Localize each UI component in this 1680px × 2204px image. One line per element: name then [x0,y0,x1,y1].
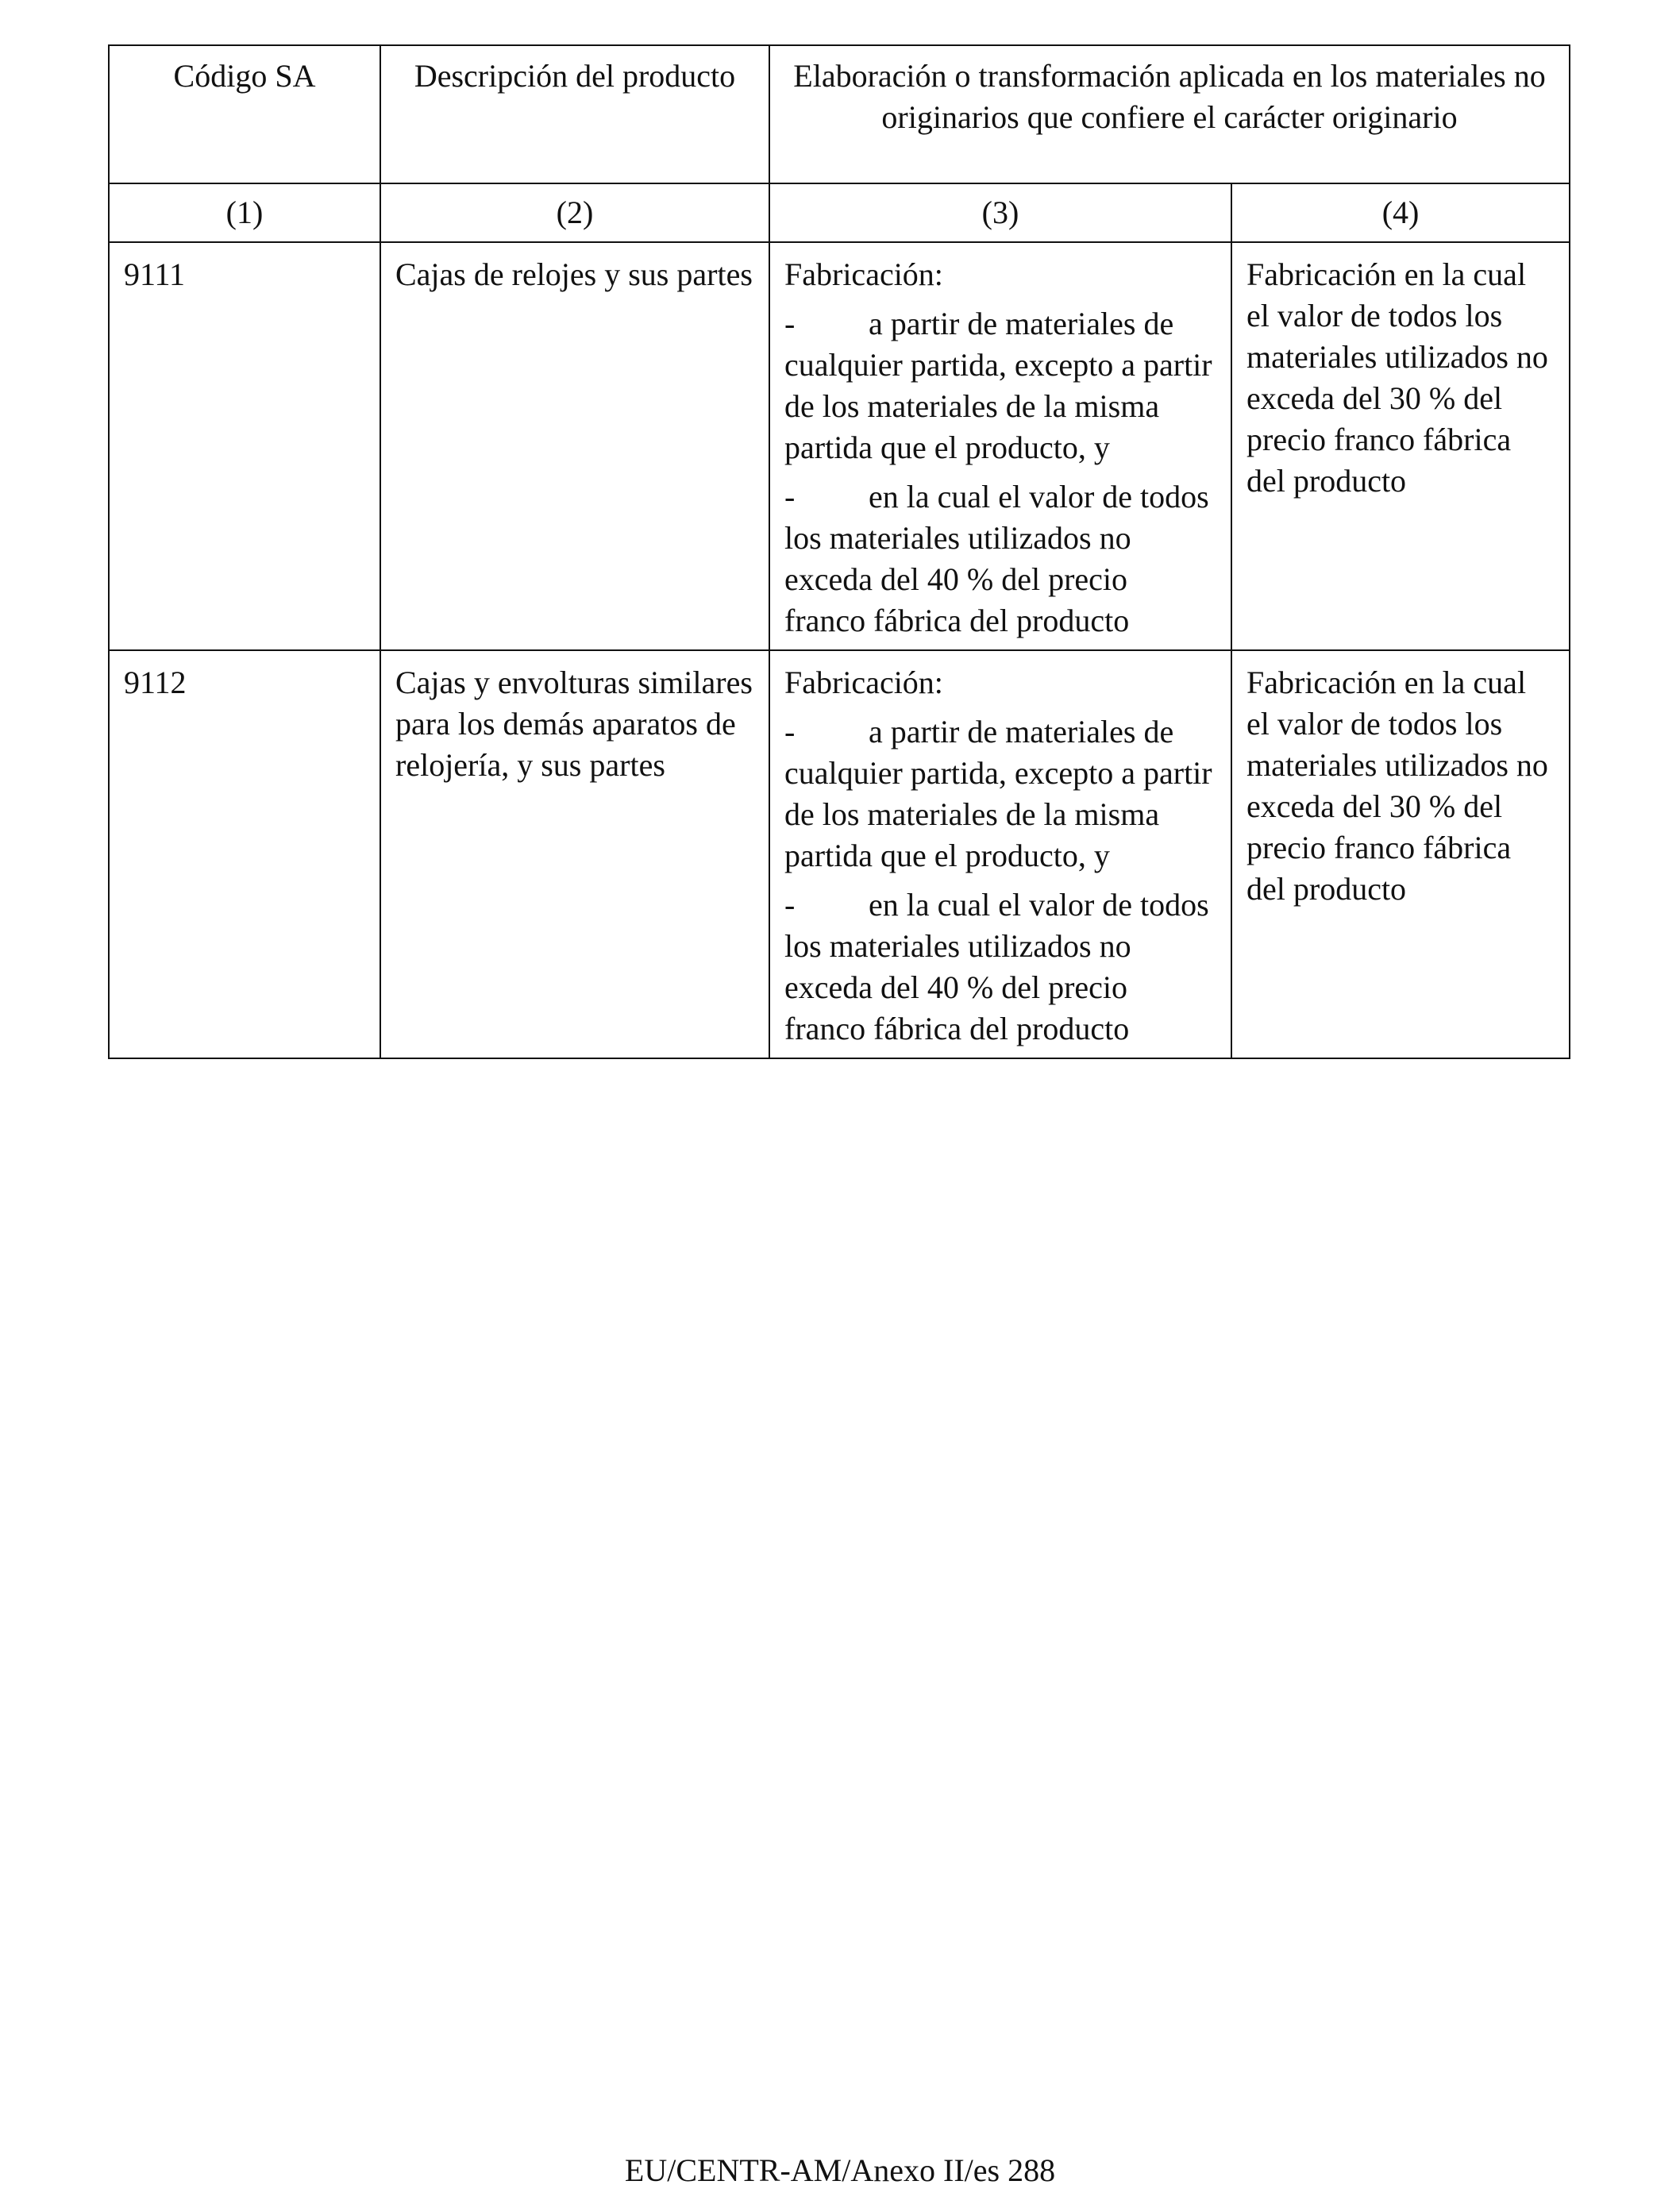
column-number-2: (2) [380,183,769,242]
table-row [109,242,1570,650]
origin-rules-table [108,44,1570,1059]
table-row [109,650,1570,1058]
rule-item [784,303,1216,468]
rule-item-text: a partir de materiales de cualquier partida, excepto a partir de los materiales de la misma partida que el producto, y [784,714,1212,873]
dash-marker: - [784,479,796,514]
page-footer: EU/CENTR-AM/Anexo II/es 288 [624,2152,1056,2188]
rule-item-text: en la cual el valor de todos los materiales utilizados no exceda del 40 % del precio franco fábrica del producto [784,479,1209,638]
header-processing-rule: Elaboración o transformación aplicada en los materiales no originarios que confiere el carácter originario [769,45,1570,183]
row-rule [769,242,1231,650]
row-hs-code: 9112 [109,650,380,1058]
header-hs-code: Código SA [109,45,380,183]
column-number-row [109,183,1570,242]
rule-item [784,476,1216,642]
header-product-description: Descripción del producto [380,45,769,183]
rule-intro: Fabricación: [784,665,943,700]
rule-item-text: en la cual el valor de todos los materiales utilizados no exceda del 40 % del precio franco fábrica del producto [784,887,1209,1046]
row-rule [769,650,1231,1058]
column-number-1: (1) [109,183,380,242]
rule-intro: Fabricación: [784,256,943,292]
table-header-row [109,45,1570,183]
column-number-4: (4) [1231,183,1570,242]
row-hs-code: 9111 [109,242,380,650]
column-number-3: (3) [769,183,1231,242]
rule-item [784,711,1216,877]
row-description: Cajas y envolturas similares para los demás aparatos de relojería, y sus partes [380,650,769,1058]
rule-item [784,884,1216,1050]
rule-item-text: a partir de materiales de cualquier partida, excepto a partir de los materiales de la misma partida que el producto, y [784,306,1212,465]
dash-marker: - [784,306,796,341]
dash-marker: - [784,887,796,923]
row-alternative-rule: Fabricación en la cual el valor de todos los materiales utilizados no exceda del 30 % del precio franco fábrica del producto [1231,650,1570,1058]
row-description: Cajas de relojes y sus partes [380,242,769,650]
dash-marker: - [784,714,796,749]
row-alternative-rule: Fabricación en la cual el valor de todos los materiales utilizados no exceda del 30 % del precio franco fábrica del producto [1231,242,1570,650]
